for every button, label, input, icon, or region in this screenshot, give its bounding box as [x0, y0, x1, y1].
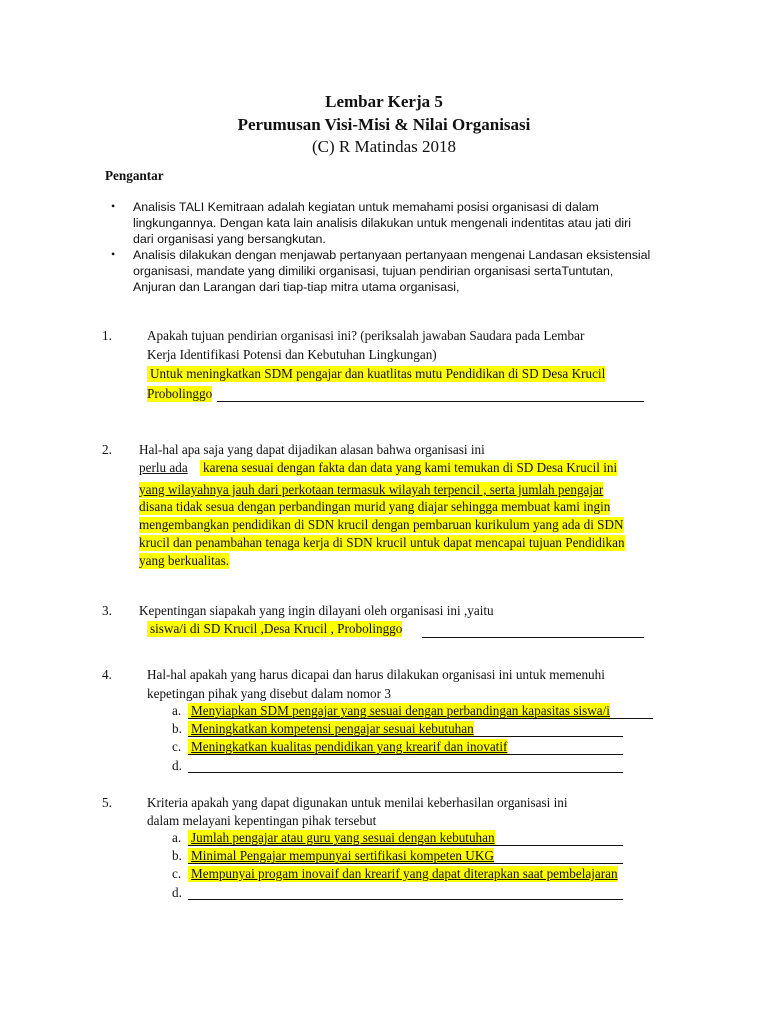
q5-item-a: Jumlah pengajar atau guru yang sesuai dengan kebutuhan — [188, 830, 495, 846]
list-item-label: b. — [172, 848, 182, 863]
q4-item-a: Menyiapkan SDM pengajar yang sesuai dengan perbandingan kapasitas siswa/i — [188, 703, 610, 719]
answer-2-line: disana tidak sesua dengan perbandingan murid yang diajar sehingga membuat kami ingin — [139, 499, 611, 514]
question-4-text: kepetingan pihak yang disebut dalam nomor 3 — [147, 686, 391, 701]
q4-item-c: Meningkatkan kualitas pendidikan yang krearif dan inovatif — [188, 739, 507, 755]
list-item-label: a. — [172, 830, 182, 845]
list-item-label: a. — [172, 703, 182, 718]
answer-2-line: yang berkualitas. — [139, 553, 230, 568]
answer-blank-line — [422, 637, 644, 638]
question-1-text: Apakah tujuan pendirian organisasi ini? (periksalah jawaban Saudara pada Lembar — [147, 328, 585, 343]
answer-2-line: yang wilayahnya jauh dari perkotaan termasuk wilayah terpencil , serta jumlah pengajar — [139, 482, 604, 497]
q5-item-b: Minimal Pengajar mempunyai sertifikasi kompeten UKG — [188, 848, 494, 864]
intro-bullet-1-line: lingkungannya. Dengan kata lain analisis dilakukan untuk mengenali indentitas atau jati diri — [133, 216, 632, 230]
question-number: 3. — [102, 603, 112, 618]
intro-bullet-2-line: Anjuran dan Larangan dari tiap-tiap mitra utama organisasi, — [133, 280, 460, 294]
answer-blank-line — [188, 899, 623, 900]
answer-2-line: mengembangkan pendidikan di SDN krucil dengan pembaruan kurikulum yang ada di SDN — [139, 517, 624, 532]
intro-bullet-1-line: Analisis TALI Kemitraan adalah kegiatan untuk memahami posisi organisasi di dalam — [133, 200, 599, 214]
answer-2-line: karena sesuai dengan fakta dan data yang kami temukan di SD Desa Krucil ini — [200, 460, 617, 476]
question-2-prefix: perlu ada — [139, 460, 188, 475]
intro-bullet-2 — [133, 247, 650, 295]
answer-blank-line — [188, 718, 653, 719]
answer-2-line: krucil dan penambahan tenaga kerja di SDN krucil untuk dapat mencapai tujuan Pendidikan — [139, 535, 625, 550]
question-number: 2. — [102, 442, 112, 457]
q5-item-c: Mempunyai progam inovaif dan krearif yang dapat diterapkan saat pembelajaran — [188, 866, 618, 882]
q4-item-b: Meningkatkan kompetensi pengajar sesuai kebutuhan — [188, 721, 474, 737]
answer-1-line-1: Untuk meningkatkan SDM pengajar dan kuatlitas mutu Pendidikan di SD Desa Krucil — [147, 366, 605, 382]
list-item-label: d. — [172, 885, 182, 900]
intro-bullet-2-line: organisasi, mandate yang dimiliki organisasi, tujuan pendirian organisasi sertaTuntutan, — [133, 264, 614, 278]
question-5-text: dalam melayani kepentingan pihak tersebut — [147, 813, 377, 828]
worksheet-number: Lembar Kerja 5 — [325, 92, 443, 111]
intro-bullet-1-line: dari organisasi yang bersangkutan. — [133, 232, 326, 246]
answer-1-line-2: Probolinggo — [147, 386, 213, 401]
question-1-text: Kerja Identifikasi Potensi dan Kebutuhan Lingkungan) — [147, 347, 437, 362]
list-item-label: d. — [172, 758, 182, 773]
question-5-text: Kriteria apakah yang dapat digunakan untuk menilai keberhasilan organisasi ini — [147, 795, 568, 810]
answer-blank-line — [188, 863, 623, 864]
bullet-dot: • — [111, 199, 116, 213]
list-item-label: b. — [172, 721, 182, 736]
list-item-label: c. — [172, 866, 182, 881]
copyright-line: (C) R Matindas 2018 — [311, 137, 457, 156]
answer-blank-line — [188, 845, 623, 846]
page-title: Perumusan Visi-Misi & Nilai Organisasi — [237, 115, 531, 134]
bullet-dot: • — [111, 247, 116, 261]
question-number: 4. — [102, 667, 112, 682]
intro-bullet-2-line: Analisis dilakukan dengan menjawab pertanyaan pertanyaan mengenai Landasan eksistensial — [133, 248, 651, 262]
intro-bullet-1 — [133, 199, 631, 247]
answer-blank-line — [188, 772, 623, 773]
question-4-text: Hal-hal apakah yang harus dicapai dan harus dilakukan organisasi ini untuk memenuhi — [147, 667, 605, 682]
answer-blank-line — [217, 401, 644, 402]
answer-blank-line — [188, 754, 623, 755]
list-item-label: c. — [172, 739, 182, 754]
question-number: 5. — [102, 795, 112, 810]
question-3-text: Kepentingan siapakah yang ingin dilayani oleh organisasi ini ,yaitu — [139, 603, 494, 618]
answer-3-line: siswa/i di SD Krucil ,Desa Krucil , Probolinggo — [147, 621, 402, 637]
question-number: 1. — [102, 328, 112, 343]
answer-blank-line — [188, 736, 623, 737]
question-2-text: Hal-hal apa saja yang dapat dijadikan alasan bahwa organisasi ini — [139, 442, 485, 457]
intro-heading: Pengantar — [105, 168, 164, 183]
